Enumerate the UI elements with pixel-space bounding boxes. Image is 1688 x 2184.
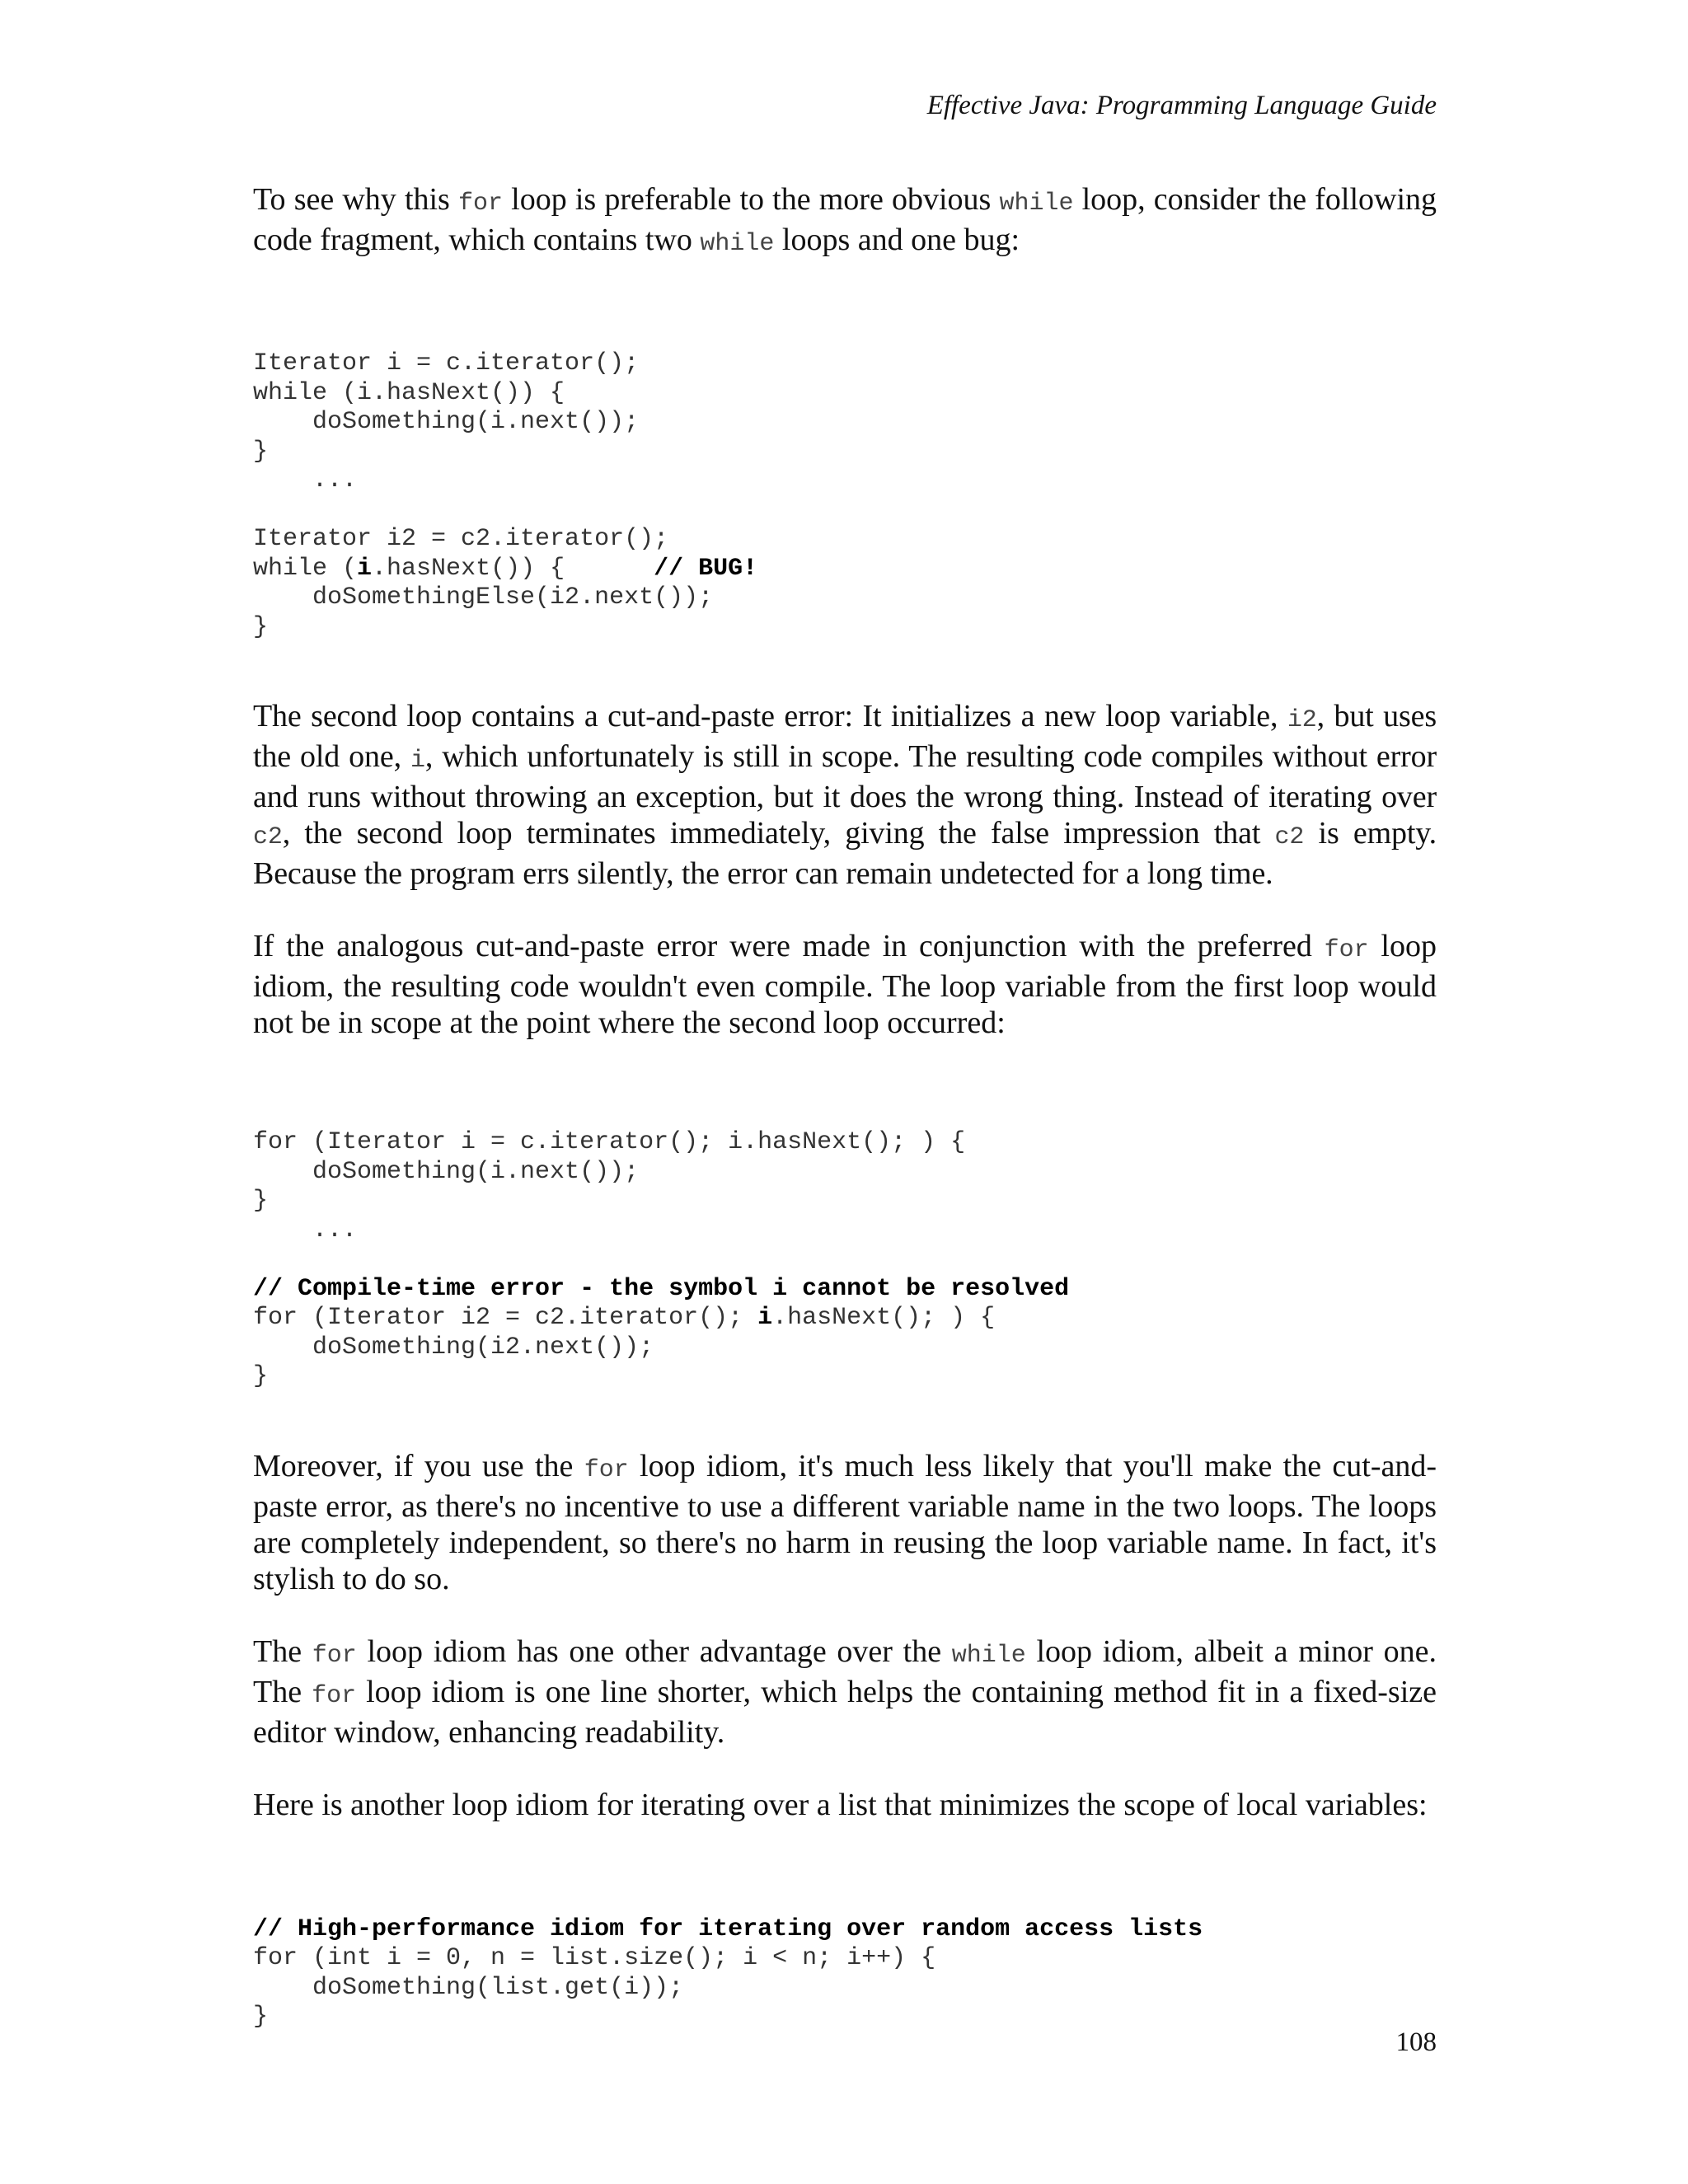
code-fragment: .hasNext(); ) {	[772, 1304, 996, 1332]
text-run: loops and one bug:	[774, 223, 1020, 257]
code-line: ...	[253, 1216, 358, 1244]
text-run: , the second loop terminates immediately, giving the false impression that	[282, 816, 1275, 851]
code-line: }	[253, 612, 269, 641]
code-line: Iterator i2 = c2.iterator();	[253, 525, 669, 553]
paragraph-moreover	[253, 1448, 1437, 1597]
code-line: for (int i = 0, n = list.size(); i < n; i++) {	[253, 1944, 936, 1972]
inline-code: for	[584, 1455, 629, 1484]
code-line: doSomething(i.next());	[253, 1157, 640, 1186]
code-bold-fragment: i	[357, 554, 373, 583]
code-line: for (Iterator i = c.iterator(); i.hasNext(); ) {	[253, 1128, 966, 1156]
inline-code: for	[312, 1641, 357, 1670]
text-run: The second loop contains a cut-and-paste error: It initializes a new loop variable,	[253, 699, 1287, 733]
code-line: doSomething(list.get(i));	[253, 1973, 684, 2002]
text-run: loop, consider the following code fragment, which contains two	[253, 182, 1437, 257]
code-block-for-loops	[253, 1128, 1437, 1392]
code-fragment: for (Iterator i2 = c2.iterator();	[253, 1304, 758, 1332]
code-line: doSomething(i2.next());	[253, 1333, 654, 1361]
code-line: }	[253, 1187, 269, 1215]
text-run: loop is preferable to the more obvious	[503, 182, 1000, 217]
code-block-random-access	[253, 1915, 1437, 2032]
text-run: The	[253, 1633, 312, 1669]
code-bold-fragment: i	[757, 1304, 773, 1332]
code-line	[253, 555, 757, 583]
code-line: }	[253, 2003, 269, 2031]
text-run: is empty. Because the program errs silently, the error can remain undetected for a long time.	[253, 816, 1437, 891]
page-number: 108	[1395, 2027, 1437, 2057]
text-run: Moreover, if you use the	[253, 1448, 584, 1483]
code-line: doSomething(i.next());	[253, 408, 640, 436]
code-line: ...	[253, 466, 358, 494]
inline-code: while	[700, 230, 775, 258]
running-header: Effective Java: Programming Language Guide	[926, 91, 1437, 120]
text-run: To see why this	[253, 182, 458, 217]
code-line: doSomethingElse(i2.next());	[253, 583, 714, 612]
code-line: }	[253, 437, 269, 466]
inline-code: for	[1324, 936, 1369, 964]
text-run: If the analogous cut-and-paste error were made in conjunction with the preferred	[253, 929, 1325, 963]
code-line: Iterator i = c.iterator();	[253, 349, 640, 377]
inline-code: while	[999, 190, 1074, 218]
paragraph-intro	[253, 181, 1437, 262]
code-bug-comment: // BUG!	[654, 554, 758, 583]
inline-code: for	[458, 190, 504, 218]
text-run: , which unfortunately is still in scope. The resulting code compiles without error and runs without throwing an exception, but it does the wrong thing. Instead of iterating over	[253, 739, 1437, 814]
code-fragment: .hasNext()) {	[372, 554, 654, 583]
text-run: loop idiom, albeit a minor one. The	[253, 1633, 1437, 1709]
text-run: loop idiom, it's much less likely that you'll make the cut-and-paste error, as there's no incentive to use a different variable name in the two loops. The loops are completely independent, so there's no harm in reusing the loop variable name. In fact, it's stylish to do so.	[253, 1448, 1437, 1596]
inline-code: i	[410, 747, 425, 775]
paragraph-advantage	[253, 1633, 1437, 1750]
text-run: , but uses the old one,	[253, 699, 1437, 774]
inline-code: c2	[253, 823, 283, 851]
inline-code: for	[312, 1681, 357, 1710]
paragraph-bug-explanation	[253, 698, 1437, 892]
text-run: loop idiom is one line shorter, which helps the containing method fit in a fixed-size editor window, enhancing readability.	[253, 1674, 1437, 1750]
code-line: while (i.hasNext()) {	[253, 378, 565, 407]
inline-code: c2	[1274, 823, 1305, 851]
paragraph-another-idiom: Here is another loop idiom for iterating over a list that minimizes the scope of local variables:	[253, 1787, 1428, 1822]
code-comment-line: // High-performance idiom for iterating over random access lists	[253, 1915, 1203, 1943]
paragraph-for-idiom	[253, 928, 1437, 1041]
code-line: }	[253, 1362, 269, 1390]
code-fragment: while (	[253, 554, 358, 583]
code-comment-line: // Compile-time error - the symbol i cannot be resolved	[253, 1274, 1070, 1303]
inline-code: i2	[1287, 706, 1317, 734]
text-run: loop idiom has one other advantage over the	[356, 1633, 952, 1669]
inline-code: while	[951, 1641, 1026, 1670]
text-run: loop idiom, the resulting code wouldn't even compile. The loop variable from the first loop would not be in scope at the point where the second loop occurred:	[253, 929, 1437, 1040]
page-body	[253, 181, 1437, 2032]
code-block-while-loops	[253, 349, 1437, 642]
code-line	[253, 1304, 995, 1332]
